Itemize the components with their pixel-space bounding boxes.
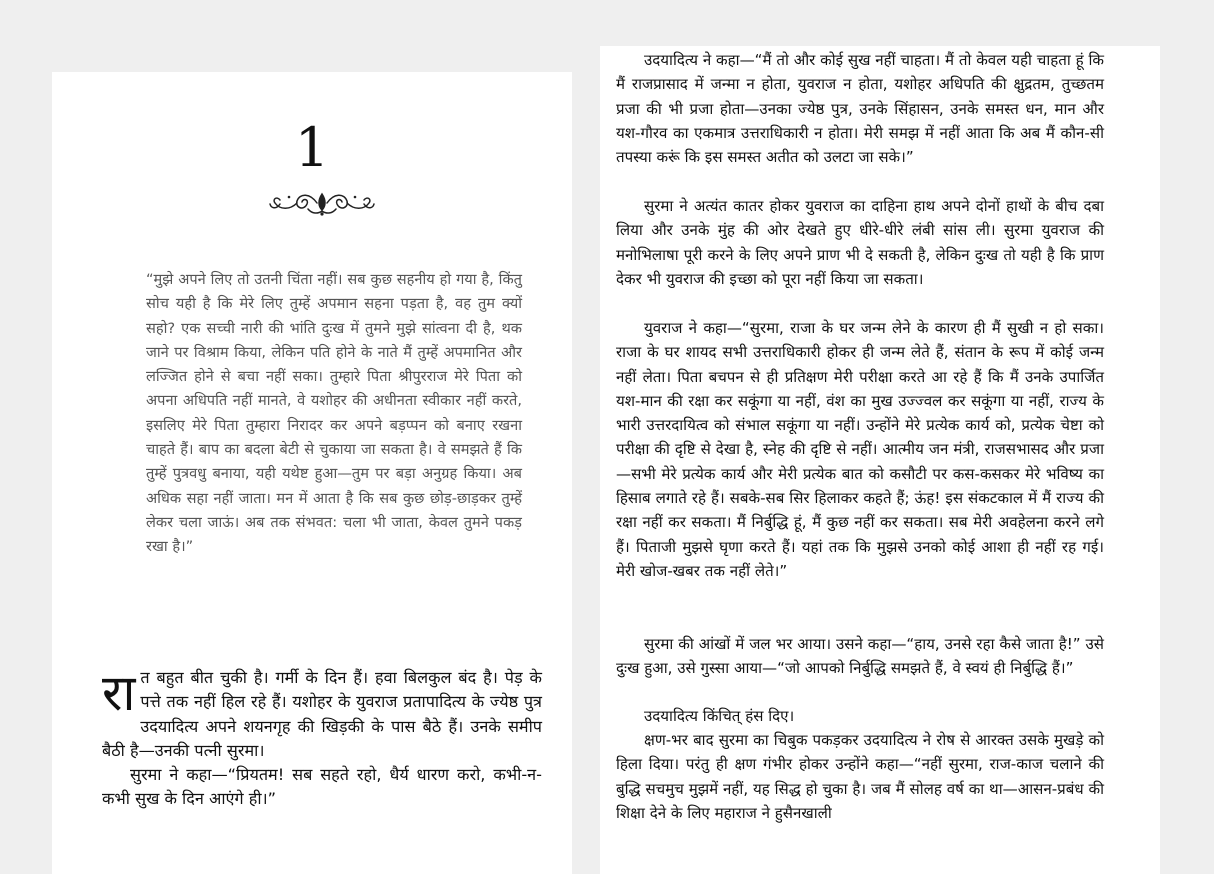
body-paragraph: क्षण-भर बाद सुरमा का चिबुक पकड़कर उदयादित्य ने रोष से आरक्त उसके मुखड़े को हिला दिया। परंतु ही क्षण गंभीर होकर उन्होंने कहा—“नहीं सुरमा, राज-काज चलाने की बुद्धि सचमुच मुझमें नहीं, यह सिद्ध हो चुका है। जब मैं सोलह वर्ष का था—आसन-प्रबंध की शिक्षा देने के लिए महाराज ने हुसैनखाली	[616, 731, 1104, 822]
body-paragraph: उदयादित्य किंचित् हंस दिए।	[644, 707, 795, 725]
flourish-ornament-icon	[268, 188, 376, 218]
opening-paragraph-text: त बहुत बीत चुकी है। गर्मी के दिन हैं। हवा बिलकुल बंद है। पेड़ के पत्ते तक नहीं हिल रहे हैं। यशोहर के युवराज प्रतापादित्य के ज्येष्ठ पुत्र उदयादित्य अपने शयनगृह की खिड़की के पास बैठे हैं। उनके समीप बैठी है—उनकी पत्नी सुरमा।	[102, 668, 542, 760]
left-page	[52, 72, 572, 874]
chapter-epigraph: “मुझे अपने लिए तो उतनी चिंता नहीं। सब कुछ सहनीय हो गया है, किंतु सोच यही है कि मेरे लिए तुम्हें अपमान सहना पड़ता है, वह तुम क्यों सहो? एक सच्ची नारी की भांति दुःख में तुमने मुझे सांत्वना दी है, थक जाने पर विश्राम किया, लेकिन पति होने के नाते मैं तुम्हें अपमानित और लज्जित होने से बचा नहीं सका। तुम्हारे पिता श्रीपुरराज मेरे पिता को अपना अधिपति नहीं मानते, वे यशोहर की अधीनता स्वीकार नहीं करते, इसलिए मेरे पिता तुम्हारा निरादर कर अपने बड़प्पन को बनाए रखना चाहते हैं। बाप का बदला बेटी से चुकाया जा सकता है। वे समझते हैं कि तुम्हें पुत्रवधु बनाया, यही यथेष्ट हुआ—तुम पर बड़ा अनुग्रह किया। अब अधिक सहा नहीं जाता। मन में आता है कि सब कुछ छोड़-छाड़कर तुम्हें लेकर चला जाऊं। अब तक संभवत: चला भी जाता, केवल तुमने पकड़ रखा है।”	[146, 271, 522, 556]
body-paragraph: सुरमा ने कहा—“प्रियतम! सब सहते रहो, धैर्य धारण करो, कभी-न-कभी सुख के दिन आएंगे ही।”	[102, 765, 542, 809]
chapter-opening-text	[102, 666, 542, 812]
body-paragraph: उदयादित्य ने कहा—“मैं तो और कोई सुख नहीं चाहता। मैं तो केवल यही चाहता हूं कि मैं राजप्रासाद में जन्मा न होता, युवराज न होता, यशोहर अधिपति की क्षुद्रतम, तुच्छतम प्रजा की भी प्रजा होता—उनका ज्येष्ठ पुत्र, उनके सिंहासन, उनके समस्त धन, मान और यश-गौरव का एकमात्र उत्तराधिकारी न होता। मेरी समझ में नहीं आता कि अब मैं कौन-सी तपस्या करूं कि इस समस्त अतीत को उलटा जा सके।”	[616, 51, 1104, 167]
right-page	[600, 46, 1160, 874]
body-paragraph: सुरमा की आंखों में जल भर आया। उसने कहा—“हाय, उनसे रहा कैसे जाता है!” उसे दुःख हुआ, उसे गुस्सा आया—“जो आपको निर्बुद्धि समझते हैं, वे स्वयं ही निर्बुद्धि हैं।”	[616, 635, 1104, 678]
body-paragraph: युवराज ने कहा—“सुरमा, राजा के घर जन्म लेने के कारण ही मैं सुखी न हो सका। राजा के घर शायद सभी उत्तराधिकारी होकर ही जन्म लेते हैं, संतान के रूप में कोई जन्म नहीं लेता। पिता बचपन से ही प्रतिक्षण मेरी परीक्षा करते आ रहे हैं कि मैं उनके उपार्जित यश-मान की रक्षा कर सकूंगा या नहीं, वंश का मुख उज्ज्वल कर सकूंगा या नहीं, राज्य के भारी उत्तरदायित्व को संभाल सकूंगा या नहीं। उन्होंने मेरे प्रत्येक कार्य को, प्रत्येक चेष्टा को परीक्षा की दृष्टि से देखा है, स्नेह की दृष्टि से नहीं। आत्मीय जन मंत्री, राजसभासद और प्रजा—सभी मेरे प्रत्येक कार्य और मेरी प्रत्येक बात को कसौटी पर कस-कसकर मेरे भविष्य का हिसाब लगाते रहे हैं। सबके-सब सिर हिलाकर कहते हैं; ऊंह! इस संकटकाल में मैं राज्य की रक्षा नहीं कर सकता। मैं निर्बुद्धि हूं, मैं कुछ नहीं कर सकता। सब मेरी अवहेलना करने लगे हैं। पिताजी मुझसे घृणा करते हैं। यहां तक कि मुझसे उनको कोई आशा ही नहीं रह गई। मेरी खोज-खबर तक नहीं लेते।”	[616, 319, 1104, 580]
chapter-number: 1	[294, 116, 330, 179]
body-paragraph: सुरमा ने अत्यंत कातर होकर युवराज का दाहिना हाथ अपने दोनों हाथों के बीच दबा लिया और उनके मुंह की ओर देखते हुए धीरे-धीरे लंबी सांस ली। सुरमा युवराज की मनोभिलाषा पूरी करने के लिए अपने प्राण भी दे सकती है, लेकिन दुःख तो यही है कि प्राण देकर भी युवराज की इच्छा को पूरा नहीं किया जा सकता।	[616, 197, 1104, 288]
drop-cap: रा	[102, 664, 136, 722]
opening-paragraph	[102, 666, 542, 763]
